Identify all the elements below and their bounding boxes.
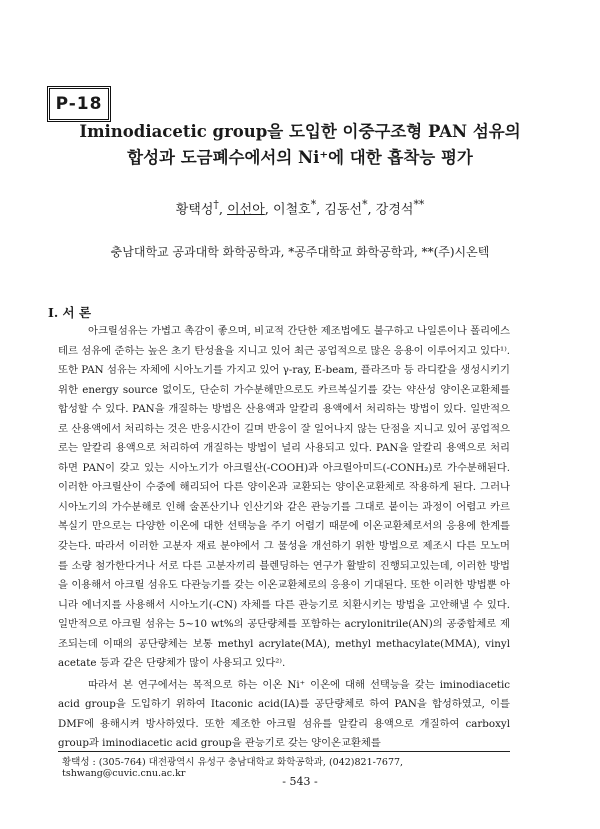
author-name: 이선아: [227, 202, 265, 218]
section-heading: I. 서 론: [48, 305, 92, 320]
author-mark: *: [362, 198, 368, 211]
author-mark: *: [310, 198, 317, 211]
author-separator: ,: [316, 202, 325, 218]
author-name: 이철호: [273, 202, 311, 218]
author-separator: ,: [218, 202, 228, 218]
author-mark: **: [413, 198, 425, 211]
footnote: 황택성 : (305-764) 대전광역시 유성구 충남대학교 화학공학과, (042)821-7677, tshwang@cuvic.cnu.ac.kr: [62, 757, 404, 779]
footer-divider: [58, 751, 510, 752]
author-separator: ,: [367, 202, 376, 218]
author-name: 김동선: [324, 202, 363, 218]
author-name: 황택성: [175, 202, 214, 218]
paragraph: 아크릴섬유는 가볍고 촉감이 좋으며, 비교적 간단한 제조법에도 불구하고 나일론이나 폴리에스테르 섬유에 준하는 높은 초기 탄성율을 지니고 있어 최근 공업적으로 많은 응용이 이루어지고 있다¹⁾. 또한 PAN 섬유는 자체에 시아노기를 가지고 있어 γ-ray, E-beam, 플라즈마 등 라디칼을 생성시키기 위한 energy source 없이도, 단순히 가수분해만으로도 카르복실기를 갖는 약산성 양이온교환체를 합성할 수 있다. PAN을 개질하는 방법은 산용액과 알칼리 용액에서 처리하는 방법이 있다. 일반적으로 산용액에서 처리하는 것은 반응시간이 길며 반응이 잘 일어나지 않는 단점을 지니고 있어 공업적으로는 알칼리 용액으로 처리하여 개질하는 방법이 널리 사용되고 있다. PAN을 알칼리 용액으로 처리하면 PAN이 갖고 있는 시아노기가 아크릴산(-COOH)과 아크릴아미드(-CONH₂)로 가수분해된다. 이러한 아크릴산이 수중에 해리되어 다른 양이온과 교환되는 양이온교환체로 작용하게 된다. 그러나 시아노기의 가수분해로 인해 술폰산기나 인산기와 같은 관능기를 그대로 붙이는 과정이 어렵고 카르복실기 만으로는 다양한 이온에 대한 선택능을 주기 어렵기 때문에 이온교환체로서의 응용에 한계를 갖는다. 따라서 이러한 고분자 재료 분야에서 그 물성을 개선하기 위한 방법으로 제조시 다른 모노머를 소량 첨가한다거나 서로 다른 고분자끼리 블렌딩하는 연구가 활발히 진행되고있는데, 이러한 방법을 이용해서 아크릴 섬유도 다관능기를 갖는 이온교환체로의 응용이 기대된다. 또한 이러한 방법뿐 아니라 에너지를 사용해서 시아노기(-CN) 자체를 다른 관능기로 치환시키는 방법을 고안해낼 수 있다. 일반적으로 아크릴 섬유는 5~10 wt%의 공단량체를 포함하는 acrylonitrile(AN)의 공중합체로 제조되는데 이때의 공단량체는 보통 methyl acrylate(MA), methyl methacylate(MMA), vinyl acetate 등과 같은 단량체가 많이 사용되고 있다²⁾.: [58, 325, 510, 670]
paragraph: 따라서 본 연구에서는 목적으로 하는 이온 Ni⁺ 이온에 대해 선택능을 갖는 iminodiacetic acid group을 도입하기 위하여 Itaconic acid(IA)를 공단량체로 하여 PAN을 합성하였고, 이를 DMF에 용해시켜 방사하였다. 또한 제조한 아크릴 섬유를 알칼리 용액으로 개질하여 carboxyl group과 iminodiacetic acid group을 관능기로 갖는 양이온교환체를: [58, 678, 510, 750]
poster-id: P-18: [47, 86, 111, 122]
body-text: [58, 322, 510, 754]
author-mark: †: [213, 198, 219, 211]
author-separator: ,: [264, 202, 274, 218]
author-list: [40, 198, 560, 217]
affiliation: 충남대학교 공과대학 화학공학과, *공주대학교 화학공학과, **(주)시온텍: [110, 245, 490, 259]
page-number: - 543 -: [282, 775, 318, 788]
title-line-1: Iminodiacetic group을 도입한 이중구조형 PAN 섬유의: [79, 122, 521, 141]
title-line-2: 합성과 도금폐수에서의 Ni⁺에 대한 흡착능 평가: [127, 148, 473, 167]
author-name: 강경석: [375, 202, 414, 218]
